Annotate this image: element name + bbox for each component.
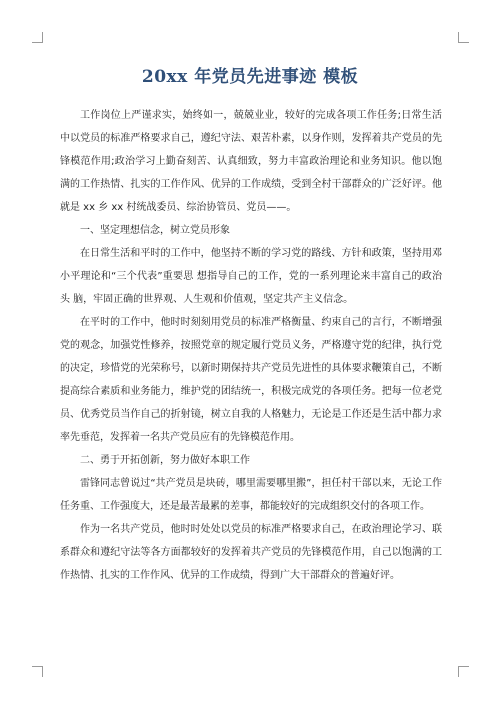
paragraph: 在平时的工作中，他时时刻刻用党员的标准严格衡量、约束自己的言行，不断增强党的观念，加强党性修养，按照党章的规定履行党员义务，严格遵守党的纪律，执行党的决定，珍惜党的光荣称号，以新时期保持共产党员先进性的具体要求鞭策自己，不断提高综合素质和业务能力，维护党的团结统一，积极完成党的各项任务。把每一位老党员、优秀党员当作自己的折射镜，树立自我的人格魅力，无论是工作还是生活中都力求率先垂范，发挥着一名共产党员应有的先锋模范作用。 xyxy=(60,317,442,443)
paragraph-intro: 工作岗位上严谨求实，始终如一，兢兢业业，较好的完成各项工作任务;日常生活中以党员的标准严格要求自己，遵纪守法、艰苦朴素，以身作则，发挥着共产党员的先锋模范作用;政治学习上勤奋刻苦、认真细致，努力丰富政治理论和业务知识。他以饱满的工作热情、扎实的工作作风、优异的工作成绩，受到全村干部群众的广泛好评。他就是 xx 乡 xx 村统战委员、综治协管员、党员——。 xyxy=(60,110,442,213)
paragraph: 雷锋同志曾说过“共产党员是块砖，哪里需要哪里搬”，担任村干部以来，无论工作任务重、工作强度大，还是最苦最累的差事，都能较好的完成组织交付的各项工作。 xyxy=(60,478,442,512)
crop-mark-top-right xyxy=(458,32,469,43)
paragraph: 在日常生活和平时的工作中，他坚持不断的学习党的路线、方针和政策，坚持用邓小平理论和“三个代表”重要思 想指导自己的工作，党的一系列理论来丰富自己的政治头 脑，牢固正确的世界观、人生观和价值观，坚定共产主义信念。 xyxy=(60,248,442,305)
crop-mark-bottom-right xyxy=(458,666,469,677)
section-heading-2: 二、勇于开拓创新，努力做好本职工作 xyxy=(80,455,250,466)
document-body xyxy=(60,104,442,587)
crop-mark-top-left xyxy=(32,32,43,43)
section-heading-1: 一、坚定理想信念，树立党员形象 xyxy=(80,225,230,236)
document-title: 20xx 年党员先进事迹 模板 xyxy=(141,67,359,87)
paragraph: 作为一名共产党员，他时时处处以党员的标准严格要求自己，在政治理论学习、联系群众和遵纪守法等各方面都较好的发挥着共产党员的先锋模范作用，自己以饱满的工作热情、扎实的工作作风、优异的工作成绩，得到广大干部群众的普遍好评。 xyxy=(60,524,442,581)
crop-mark-bottom-left xyxy=(32,666,43,677)
